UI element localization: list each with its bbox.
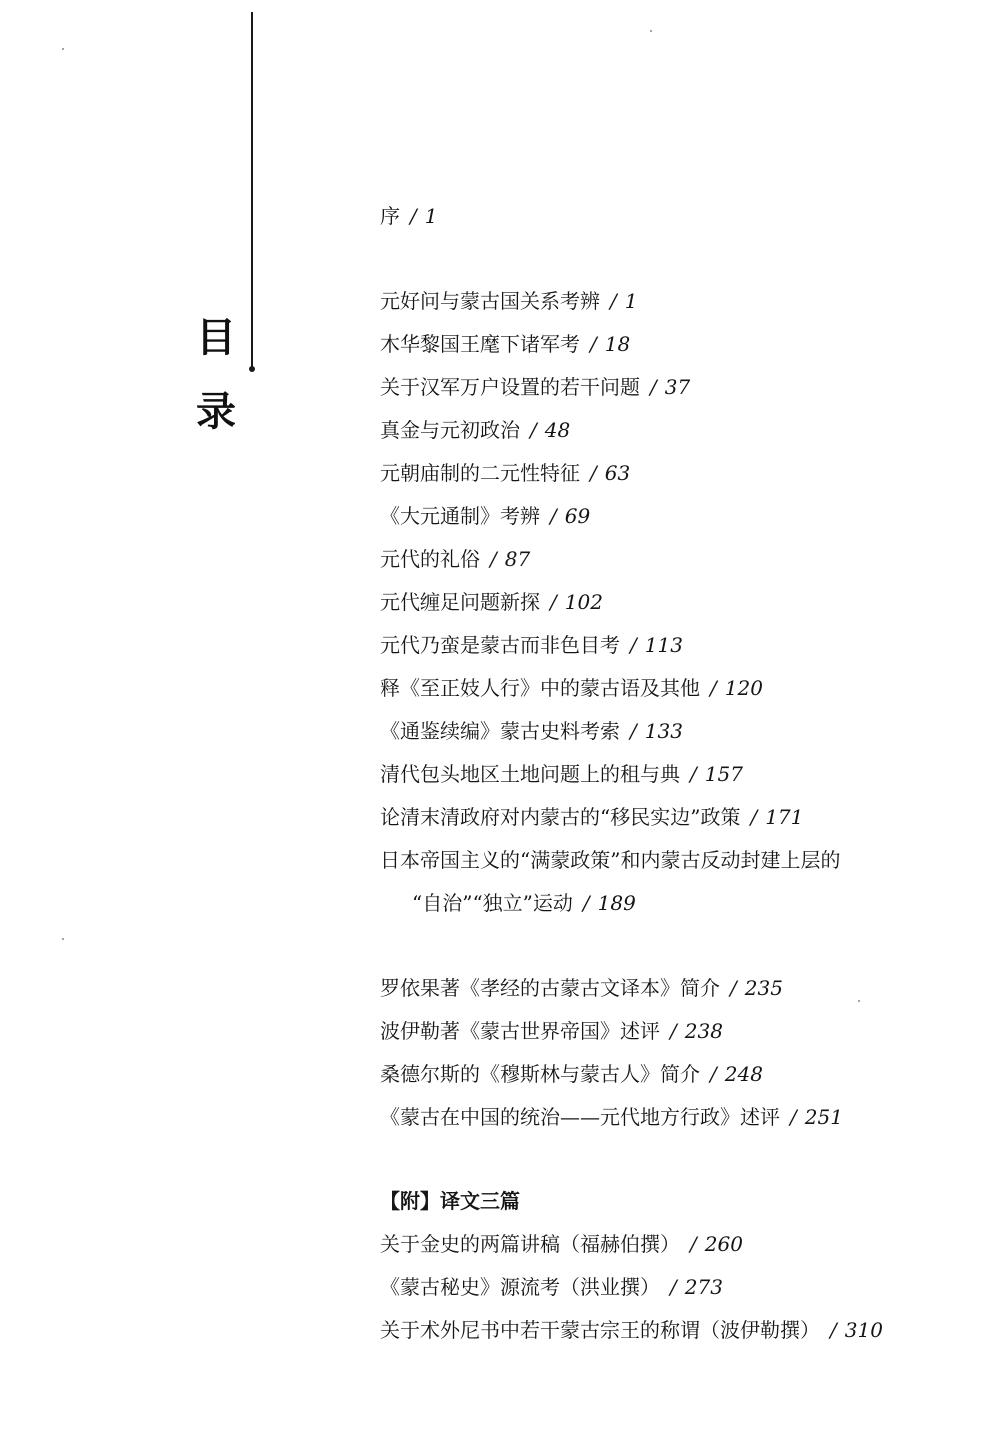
entry-separator: / [630, 633, 637, 657]
toc-entry-preface[interactable] [380, 202, 437, 230]
entry-title: 日本帝国主义的“满蒙政策”和内蒙古反动封建上层的 [380, 848, 841, 872]
toc-entry[interactable] [380, 1273, 723, 1301]
entry-title: 关于金史的两篇讲稿（福赫伯撰） [380, 1232, 680, 1256]
rule-end-dot [249, 366, 255, 372]
entry-title: 元代缠足问题新探 [380, 590, 540, 614]
toc-entry[interactable] [380, 631, 683, 659]
entry-separator: / [410, 204, 417, 228]
entry-title: 罗依果著《孝经的古蒙古文译本》简介 [380, 976, 720, 1000]
entry-title: 元代乃蛮是蒙古而非色目考 [380, 633, 620, 657]
heading-char-mu: 目 [196, 314, 236, 361]
entry-page: 1 [424, 204, 438, 228]
toc-entry[interactable] [380, 459, 630, 487]
entry-separator: / [670, 1275, 677, 1299]
toc-entry[interactable] [380, 717, 683, 745]
entry-page: 260 [704, 1232, 743, 1256]
toc-entry[interactable] [380, 760, 743, 788]
entry-separator: / [750, 805, 758, 829]
entry-title: 波伊勒著《蒙古世界帝国》述评 [380, 1019, 660, 1043]
entry-separator: / [590, 461, 597, 485]
entry-page: 113 [644, 633, 683, 657]
entry-separator: / [490, 547, 497, 571]
entry-separator: / [710, 1062, 717, 1086]
toc-entry[interactable] [380, 1316, 883, 1344]
heading-char-lu: 录 [196, 388, 236, 435]
toc-entry[interactable] [380, 1230, 743, 1258]
entry-separator: / [530, 418, 537, 442]
toc-entry[interactable] [380, 502, 590, 530]
entry-separator: / [550, 590, 557, 614]
entry-title: 桑德尔斯的《穆斯林与蒙古人》简介 [380, 1062, 700, 1086]
entry-page: 251 [804, 1105, 843, 1129]
entry-title: 《大元通制》考辨 [380, 504, 540, 528]
entry-separator: / [730, 976, 737, 1000]
entry-title: 《蒙古秘史》源流考（洪业撰） [380, 1275, 660, 1299]
entry-title: 论清末清政府对内蒙古的“移民实边”政策 [380, 805, 741, 829]
toc-entry[interactable] [380, 1017, 723, 1045]
entry-title: 木华黎国王麾下诸军考 [380, 332, 580, 356]
entry-page: 48 [544, 418, 571, 442]
vertical-rule [251, 12, 253, 370]
toc-entry[interactable] [380, 287, 637, 315]
entry-page: 120 [724, 676, 763, 700]
entry-page: 63 [604, 461, 631, 485]
entry-page: 248 [724, 1062, 763, 1086]
entry-title: 真金与元初政治 [380, 418, 520, 442]
toc-entry[interactable] [380, 674, 763, 702]
entry-title: 关于汉军万户设置的若干问题 [380, 375, 640, 399]
entry-title: 元代的礼俗 [380, 547, 480, 571]
toc-entry[interactable] [380, 1103, 843, 1131]
entry-separator: / [550, 504, 557, 528]
entry-title: 序 [380, 204, 400, 228]
entry-page: 69 [564, 504, 591, 528]
entry-page: 273 [684, 1275, 723, 1299]
entry-page: 102 [564, 590, 603, 614]
toc-entry-long-line2[interactable] [412, 889, 636, 917]
toc-entry[interactable] [380, 416, 570, 444]
entry-page: 235 [744, 976, 783, 1000]
toc-entry[interactable] [380, 1060, 763, 1088]
scan-speck [650, 30, 652, 32]
entry-page: 238 [684, 1019, 723, 1043]
entry-page: 1 [624, 289, 638, 313]
entry-page: 133 [644, 719, 683, 743]
toc-entry[interactable] [380, 588, 603, 616]
entry-title-continued: “自治”“独立”运动 [412, 891, 573, 915]
entry-page: 18 [604, 332, 631, 356]
entry-page: 157 [704, 762, 743, 786]
entry-separator: / [630, 719, 637, 743]
entry-separator: / [582, 891, 590, 915]
entry-separator: / [690, 1232, 697, 1256]
entry-title: 元好问与蒙古国关系考辨 [380, 289, 600, 313]
entry-separator: / [710, 676, 717, 700]
entry-page: 171 [765, 805, 804, 829]
entry-title: 清代包头地区土地问题上的租与典 [380, 762, 680, 786]
toc-entry-long-line1[interactable] [380, 846, 840, 874]
entry-page: 87 [504, 547, 531, 571]
appendix-heading: 【附】译文三篇 [380, 1189, 520, 1213]
toc-entry[interactable] [380, 974, 783, 1002]
entry-page: 37 [664, 375, 691, 399]
entry-title: 《蒙古在中国的统治——元代地方行政》述评 [380, 1105, 780, 1129]
entry-separator: / [670, 1019, 677, 1043]
toc-entry[interactable] [380, 373, 690, 401]
toc-entry[interactable] [380, 803, 803, 831]
toc-entry[interactable] [380, 330, 630, 358]
scan-speck [62, 48, 64, 50]
entry-separator: / [650, 375, 657, 399]
entry-title: 《通鉴续编》蒙古史料考索 [380, 719, 620, 743]
entry-separator: / [590, 332, 597, 356]
toc-entry[interactable] [380, 545, 530, 573]
entry-separator: / [610, 289, 617, 313]
entry-page: 189 [597, 891, 636, 915]
entry-title: 关于术外尼书中若干蒙古宗王的称谓（波伊勒撰） [380, 1318, 820, 1342]
scan-speck [858, 1000, 860, 1002]
entry-page: 310 [844, 1318, 883, 1342]
entry-title: 元朝庙制的二元性特征 [380, 461, 580, 485]
entry-separator: / [830, 1318, 837, 1342]
entry-title: 释《至正妓人行》中的蒙古语及其他 [380, 676, 700, 700]
entry-separator: / [690, 762, 697, 786]
entry-separator: / [790, 1105, 797, 1129]
scan-speck [62, 938, 64, 940]
